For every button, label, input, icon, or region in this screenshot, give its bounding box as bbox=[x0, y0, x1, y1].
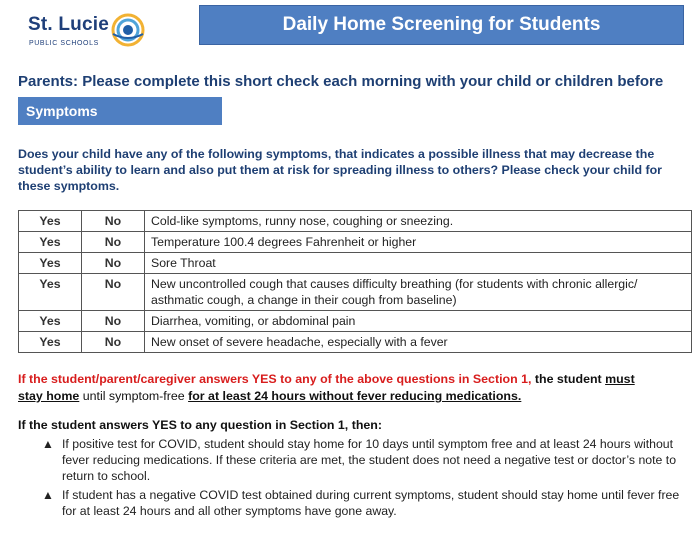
list-item-text: If student has a negative COVID test obtained during current symptoms, student should stay home until fever free for at least 24 hours and all other symptoms have gone away. bbox=[62, 488, 680, 518]
section-label: Symptoms bbox=[26, 103, 98, 119]
symptom-text: Temperature 100.4 degrees Fahrenheit or higher bbox=[145, 232, 692, 253]
bullet-icon: ▲ bbox=[42, 488, 54, 502]
warning-must: must bbox=[605, 372, 635, 386]
yes-option[interactable]: Yes bbox=[19, 274, 82, 311]
warning-text: the student bbox=[531, 372, 606, 386]
no-option[interactable]: No bbox=[82, 274, 145, 311]
table-row bbox=[19, 232, 692, 253]
logo-name: St. Lucie bbox=[28, 14, 109, 35]
no-option[interactable]: No bbox=[82, 311, 145, 332]
warning-stay-home: stay home bbox=[18, 389, 80, 403]
yes-option[interactable]: Yes bbox=[19, 253, 82, 274]
no-option[interactable]: No bbox=[82, 253, 145, 274]
list-item bbox=[40, 487, 680, 519]
school-logo bbox=[28, 14, 148, 52]
symptom-text: New uncontrolled cough that causes difficulty breathing (for students with chronic allergic/ asthmatic cough, a change in their cough from baseline) bbox=[145, 274, 692, 311]
sun-swirl-icon bbox=[110, 12, 146, 48]
followup-heading: If the student answers YES to any question in Section 1, then: bbox=[18, 418, 382, 432]
symptom-text: Sore Throat bbox=[145, 253, 692, 274]
yes-option[interactable]: Yes bbox=[19, 311, 82, 332]
warning-hours: for at least 24 hours without fever reducing medications. bbox=[188, 389, 522, 403]
symptom-text: New onset of severe headache, especially with a fever bbox=[145, 332, 692, 353]
warning-red-text: If the student/parent/caregiver answers YES to any of the above questions in Section 1, bbox=[18, 372, 532, 386]
bullet-icon: ▲ bbox=[42, 437, 54, 451]
no-option[interactable]: No bbox=[82, 232, 145, 253]
parents-instructions: Parents: Please complete this short check each morning with your child or children before bbox=[18, 73, 664, 90]
table-row bbox=[19, 274, 692, 311]
table-row bbox=[19, 311, 692, 332]
table-row bbox=[19, 332, 692, 353]
page-title: Daily Home Screening for Students bbox=[282, 14, 601, 35]
yes-option[interactable]: Yes bbox=[19, 211, 82, 232]
yes-option[interactable]: Yes bbox=[19, 232, 82, 253]
symptom-text: Cold-like symptoms, runny nose, coughing or sneezing. bbox=[145, 211, 692, 232]
followup-list bbox=[40, 436, 680, 522]
symptom-text: Diarrhea, vomiting, or abdominal pain bbox=[145, 311, 692, 332]
section-header-symptoms bbox=[18, 97, 222, 125]
yes-option[interactable]: Yes bbox=[19, 332, 82, 353]
table-row bbox=[19, 253, 692, 274]
table-row bbox=[19, 211, 692, 232]
no-option[interactable]: No bbox=[82, 332, 145, 353]
no-option[interactable]: No bbox=[82, 211, 145, 232]
symptom-checklist-table bbox=[18, 210, 692, 353]
stay-home-warning bbox=[18, 371, 690, 405]
list-item-text: If positive test for COVID, student should stay home for 10 days until symptom free and at least 24 hours without fever reducing medications. If these criteria are met, the student does not need a negative test or doctor’s note to return to school. bbox=[62, 437, 677, 483]
list-item bbox=[40, 436, 680, 484]
logo-subtitle: PUBLIC SCHOOLS bbox=[29, 40, 99, 47]
symptom-question: Does your child have any of the following symptoms, that indicates a possible illness that may decrease the student’s ability to learn and also put them at risk for spreading illness to others? Please check your child for these symptoms. bbox=[18, 147, 663, 193]
warning-until: until symptom-free bbox=[79, 389, 189, 403]
page-title-banner bbox=[199, 5, 684, 45]
